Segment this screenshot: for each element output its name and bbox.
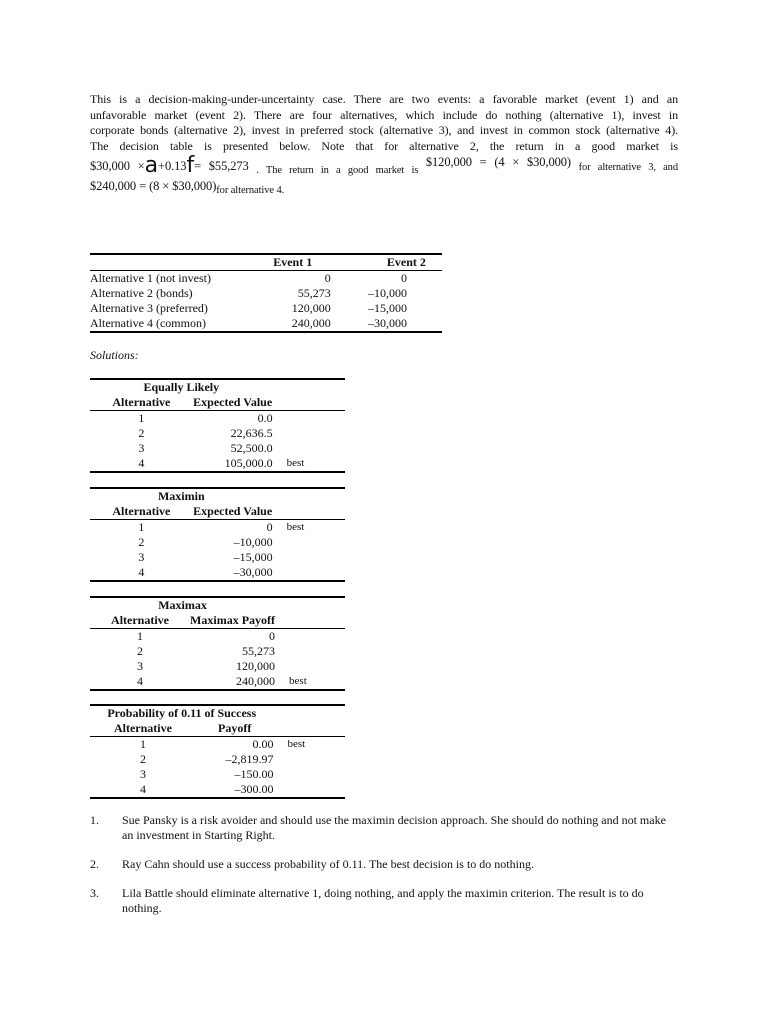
column-header-value: Expected Value xyxy=(193,395,273,409)
note-text: Ray Cahn should use a success probability of 0.11. The best decision is to do nothing. xyxy=(122,857,534,871)
best-marker xyxy=(273,752,345,767)
alternative-number: 2 xyxy=(138,426,145,440)
alternative-number: 4 xyxy=(138,456,145,470)
best-marker xyxy=(273,565,345,581)
best-marker xyxy=(273,550,345,565)
note-number: 2. xyxy=(90,857,99,871)
table-title: Equally Likely xyxy=(143,380,220,394)
table-row xyxy=(90,426,345,441)
column-header-value: Expected Value xyxy=(193,504,273,518)
payoff-value: 55,273 xyxy=(242,644,276,658)
intro-line-5 xyxy=(90,154,678,179)
note-number: 3. xyxy=(90,886,99,900)
table-row xyxy=(90,565,345,581)
table-row xyxy=(90,286,442,301)
equation-alt4: $240,000 = (8 × $30,000) xyxy=(90,179,217,193)
table-row xyxy=(90,441,345,456)
list-item xyxy=(90,886,680,916)
alternative-number: 3 xyxy=(138,441,145,455)
column-header-alternative: Alternative xyxy=(90,613,190,629)
payoff-value: –300.00 xyxy=(234,782,274,796)
payoff-value: 0.00 xyxy=(252,737,274,751)
best-marker xyxy=(275,629,345,645)
table-title: Maximin xyxy=(157,489,205,503)
event2-value: –10,000 xyxy=(368,286,407,300)
best-marker: best xyxy=(286,457,305,469)
intro-line-5-mid: . The return in a good market is xyxy=(256,165,419,176)
list-item xyxy=(90,813,680,843)
best-marker: best xyxy=(287,738,306,750)
alternative-label: Alternative 1 (not invest) xyxy=(90,271,211,285)
payoff-value: –2,819.97 xyxy=(225,752,274,766)
payoff-value: 240,000 xyxy=(236,674,276,688)
decision-table-header xyxy=(90,254,442,271)
table-row xyxy=(90,674,345,690)
alternative-label: Alternative 4 (common) xyxy=(90,316,206,330)
event1-value: 240,000 xyxy=(291,316,331,330)
maximax-table xyxy=(90,596,345,691)
alternative-number: 4 xyxy=(137,674,144,688)
maximin-table xyxy=(90,487,345,582)
numbered-notes xyxy=(90,813,680,930)
equation-symbol-f: f xyxy=(186,153,195,178)
note-text: Sue Pansky is a risk avoider and should use the maximin decision approach. She should do nothing and not make an investment in Starting Right. xyxy=(122,813,666,842)
expected-value: 22,636.5 xyxy=(230,426,273,440)
alternative-number: 1 xyxy=(138,411,145,425)
note-text: Lila Battle should eliminate alternative 1, doing nothing, and apply the maximin criterion. The result is to do nothing. xyxy=(122,886,644,915)
decision-header-blank xyxy=(90,254,235,271)
best-marker xyxy=(273,767,345,782)
best-marker xyxy=(273,441,345,456)
table-row xyxy=(90,550,345,565)
expected-value: 0 xyxy=(266,520,273,534)
expected-value: 105,000.0 xyxy=(224,456,273,470)
table-title: Maximax xyxy=(158,598,207,612)
expected-value: 0.0 xyxy=(257,411,273,425)
column-header-alternative: Alternative xyxy=(90,504,193,520)
table-row xyxy=(90,535,345,550)
table-row xyxy=(90,782,345,798)
best-marker: best xyxy=(289,675,307,687)
alternative-number: 3 xyxy=(138,550,145,564)
event1-value: 0 xyxy=(324,271,331,285)
probability-table xyxy=(90,704,345,799)
column-header-value: Maximax Payoff xyxy=(190,613,276,627)
intro-line-6 xyxy=(90,179,678,199)
alternative-number: 1 xyxy=(138,520,145,534)
event2-value: 0 xyxy=(401,271,407,285)
payoff-value: –150.00 xyxy=(234,767,274,781)
event1-value: 120,000 xyxy=(291,301,331,315)
table-row xyxy=(90,659,345,674)
payoff-value: 0 xyxy=(269,629,276,643)
decision-header-event2: Event 2 xyxy=(331,254,442,271)
table-row xyxy=(90,767,345,782)
table-row xyxy=(90,411,345,427)
expected-value: –10,000 xyxy=(233,535,273,549)
equally-likely-table xyxy=(90,378,345,473)
list-item xyxy=(90,857,680,872)
equation-alt3: $120,000 = (4 × $30,000) xyxy=(425,155,571,169)
best-marker xyxy=(273,782,345,798)
intro-line-2: unfavorable market (event 2). There are four alternatives, which include do nothing (alternative 1), invest in xyxy=(90,107,678,122)
expected-value: 52,500.0 xyxy=(230,441,273,455)
intro-line-5-end: for alternative 3, and xyxy=(578,162,678,173)
event1-value: 55,273 xyxy=(297,286,331,300)
alternative-label: Alternative 3 (preferred) xyxy=(90,301,208,315)
table-row xyxy=(90,520,345,536)
best-marker xyxy=(273,411,345,427)
intro-line-4: The decision table is presented below. Note that for alternative 2, the return in a good market is xyxy=(90,138,678,153)
decision-header-event1: Event 1 xyxy=(235,254,331,271)
equation-bonds-b: +0.13 xyxy=(158,159,187,173)
alternative-number: 4 xyxy=(138,565,145,579)
alternative-label: Alternative 2 (bonds) xyxy=(90,286,193,300)
best-marker: best xyxy=(286,521,305,533)
intro-line-1: This is a decision-making-under-uncertainty case. There are two events: a favorable market (event 1) and an xyxy=(90,92,678,106)
alternative-number: 3 xyxy=(137,659,144,673)
best-marker xyxy=(273,535,345,550)
decision-table xyxy=(90,253,442,333)
alternative-number: 1 xyxy=(137,629,144,643)
event2-value: –15,000 xyxy=(368,301,407,315)
best-marker xyxy=(275,659,345,674)
table-row xyxy=(90,316,442,332)
equation-bonds-a: $30,000 × xyxy=(90,159,145,173)
column-header-value: Payoff xyxy=(196,721,274,737)
table-row xyxy=(90,737,345,753)
intro-paragraph xyxy=(90,92,678,199)
alternative-number: 2 xyxy=(138,535,145,549)
column-header-alternative: Alternative xyxy=(90,395,193,411)
intro-line-6-end: for alternative 4. xyxy=(216,185,285,196)
alternative-number: 3 xyxy=(139,767,146,781)
equation-bonds-c: = $55,273 xyxy=(194,159,249,173)
table-row xyxy=(90,271,442,287)
event2-value: –30,000 xyxy=(368,316,407,330)
equation-symbol-a: a xyxy=(144,153,158,178)
note-number: 1. xyxy=(90,813,99,827)
table-row xyxy=(90,644,345,659)
table-row xyxy=(90,629,345,645)
payoff-value: 120,000 xyxy=(236,659,276,673)
alternative-number: 1 xyxy=(139,737,146,751)
intro-line-3: corporate bonds (alternative 2), invest in preferred stock (alternative 3), and invest in common stock (alternative 4). xyxy=(90,123,678,137)
table-title: Probability of 0.11 of Success xyxy=(107,706,257,720)
alternative-number: 2 xyxy=(139,752,146,766)
table-row xyxy=(90,456,345,472)
table-row xyxy=(90,752,345,767)
table-row xyxy=(90,301,442,316)
best-marker xyxy=(275,644,345,659)
column-header-alternative: Alternative xyxy=(90,721,196,737)
solutions-label: Solutions: xyxy=(90,348,139,362)
expected-value: –15,000 xyxy=(233,550,273,564)
alternative-number: 2 xyxy=(137,644,144,658)
alternative-number: 4 xyxy=(139,782,146,796)
best-marker xyxy=(273,426,345,441)
expected-value: –30,000 xyxy=(233,565,273,579)
